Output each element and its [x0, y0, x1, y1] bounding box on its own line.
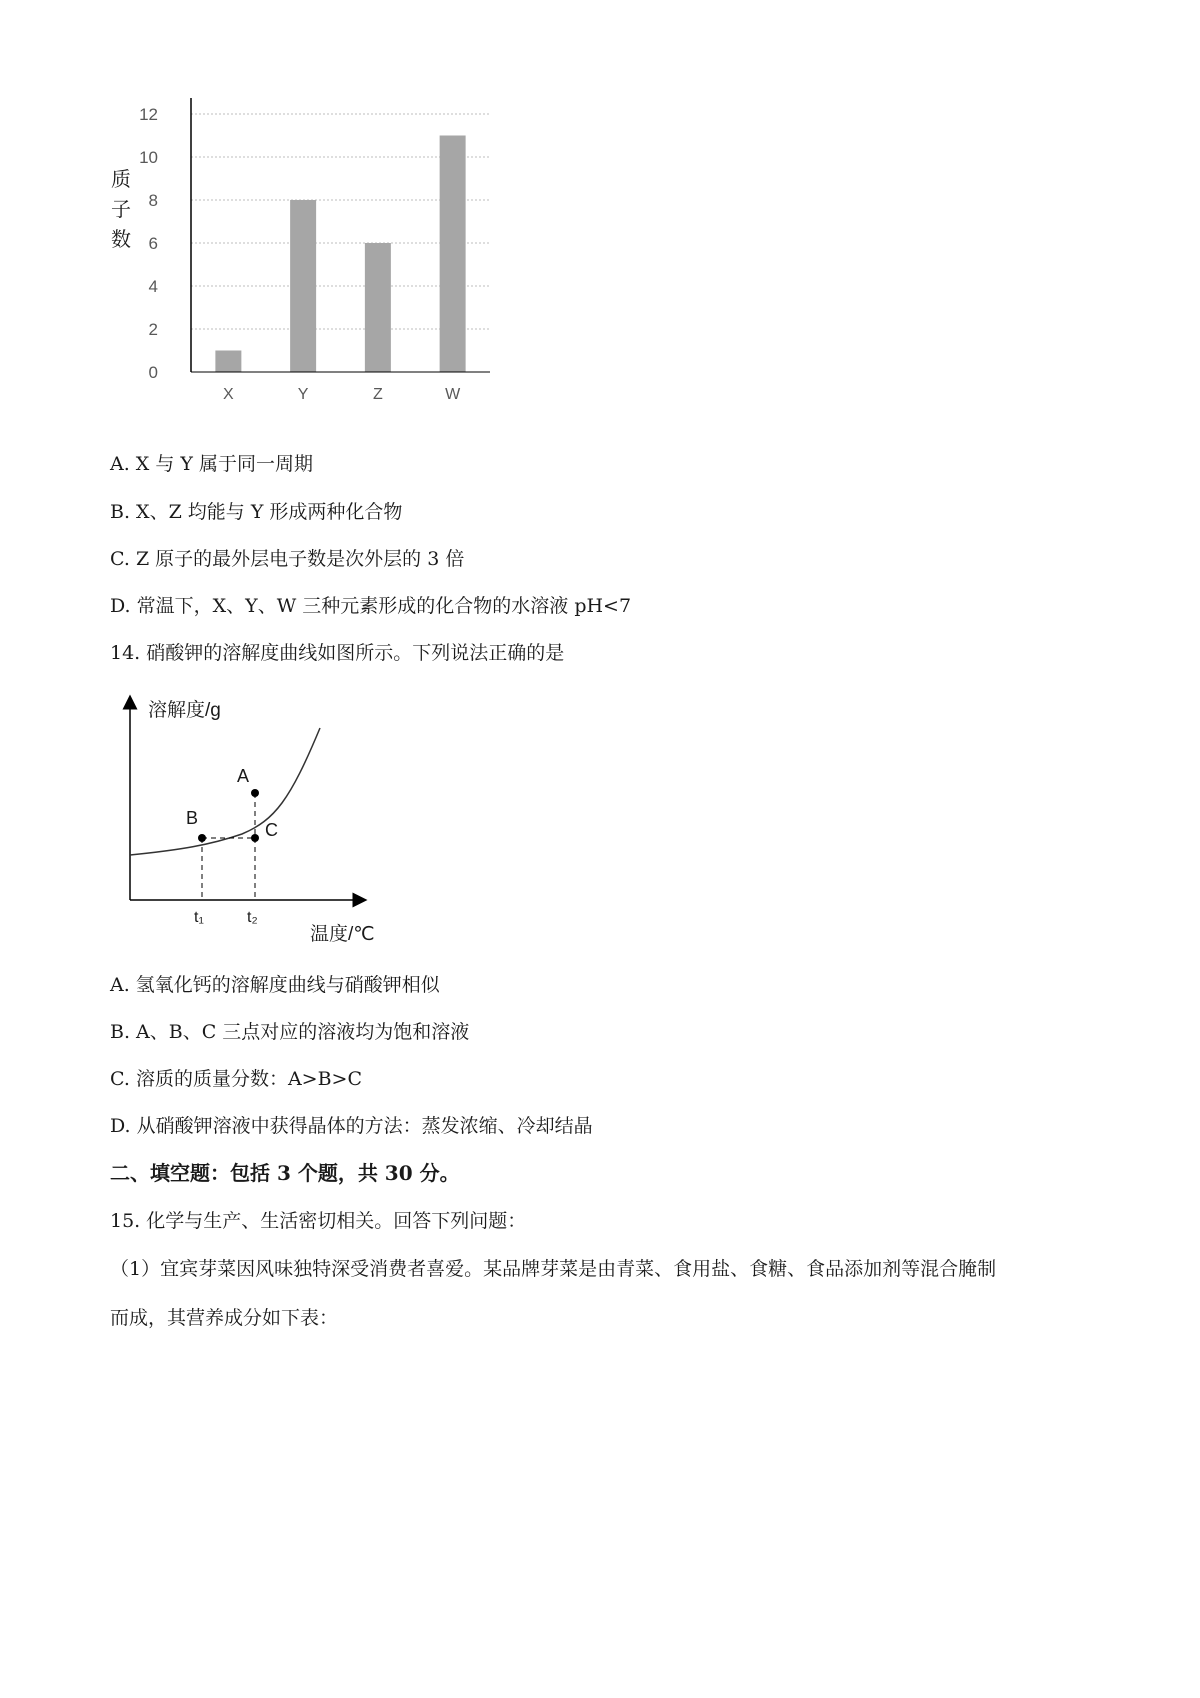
bar-w — [440, 136, 466, 373]
y-tick-label: 8 — [148, 191, 158, 210]
solubility-curve — [130, 728, 320, 855]
q15-part1-line2: 而成，其营养成分如下表： — [110, 1307, 339, 1329]
section-2-heading: 二、填空题：包括 3 个题，共 30 分。 — [110, 1161, 460, 1185]
q13-option-b: B. X、Z 均能与 Y 形成两种化合物 — [110, 501, 403, 523]
diagram-y-axis-label: 溶解度/g — [148, 700, 221, 721]
bar-x — [215, 351, 241, 373]
proton-number-bar-chart — [100, 90, 540, 440]
tick-t1-label: t₁ — [194, 909, 204, 926]
diagram-x-axis-label: 温度/℃ — [310, 924, 375, 945]
point-b-dot — [198, 834, 206, 842]
q13-option-d: D. 常温下，X、Y、W 三种元素形成的化合物的水溶液 pH<7 — [110, 595, 632, 617]
tick-t2-label: t₂ — [247, 909, 258, 926]
y-tick-label: 4 — [148, 277, 158, 296]
y-tick-label: 10 — [139, 148, 158, 167]
point-b-label: B — [186, 808, 199, 828]
q13-option-c: C. Z 原子的最外层电子数是次外层的 3 倍 — [110, 548, 465, 570]
chart-bars — [215, 136, 465, 373]
y-tick-label: 2 — [148, 320, 158, 339]
x-tick-label: X — [223, 386, 234, 403]
y-axis-label — [111, 168, 131, 251]
y-axis-label-char: 子 — [111, 199, 131, 221]
q14-option-a: A. 氢氧化钙的溶解度曲线与硝酸钾相似 — [110, 974, 440, 996]
q14-option-d: D. 从硝酸钾溶液中获得晶体的方法：蒸发浓缩、冷却结晶 — [110, 1115, 593, 1137]
q14-option-c: C. 溶质的质量分数：A>B>C — [110, 1068, 363, 1090]
q13-option-a: A. X 与 Y 属于同一周期 — [110, 453, 313, 475]
q14-stem: 14. 硝酸钾的溶解度曲线如图所示。下列说法正确的是 — [110, 642, 565, 664]
q15-part1-line1: （1）宜宾芽菜因风味独特深受消费者喜爱。某品牌芽菜是由青菜、食用盐、食糖、食品添加剂等混合腌制 — [110, 1258, 997, 1280]
y-tick-labels — [139, 105, 158, 382]
bar-y — [290, 200, 316, 372]
bar-z — [365, 243, 391, 372]
x-tick-label: Y — [297, 386, 309, 403]
x-tick-label: W — [445, 386, 461, 403]
y-tick-label: 12 — [139, 105, 158, 124]
x-tick-labels — [223, 386, 461, 403]
q15-stem: 15. 化学与生产、生活密切相关。回答下列问题： — [110, 1210, 527, 1232]
y-axis-label-char: 数 — [111, 229, 131, 251]
point-a-label: A — [237, 766, 250, 786]
x-tick-label: Z — [372, 386, 383, 403]
point-c-dot — [251, 834, 259, 842]
y-axis-label-char: 质 — [111, 169, 131, 191]
solubility-curve-diagram — [110, 690, 410, 950]
point-a-dot — [251, 789, 259, 797]
q14-option-b: B. A、B、C 三点对应的溶液均为饱和溶液 — [110, 1021, 470, 1043]
point-c-label: C — [265, 820, 278, 840]
y-tick-label: 6 — [148, 234, 158, 253]
y-tick-label: 0 — [148, 363, 158, 382]
